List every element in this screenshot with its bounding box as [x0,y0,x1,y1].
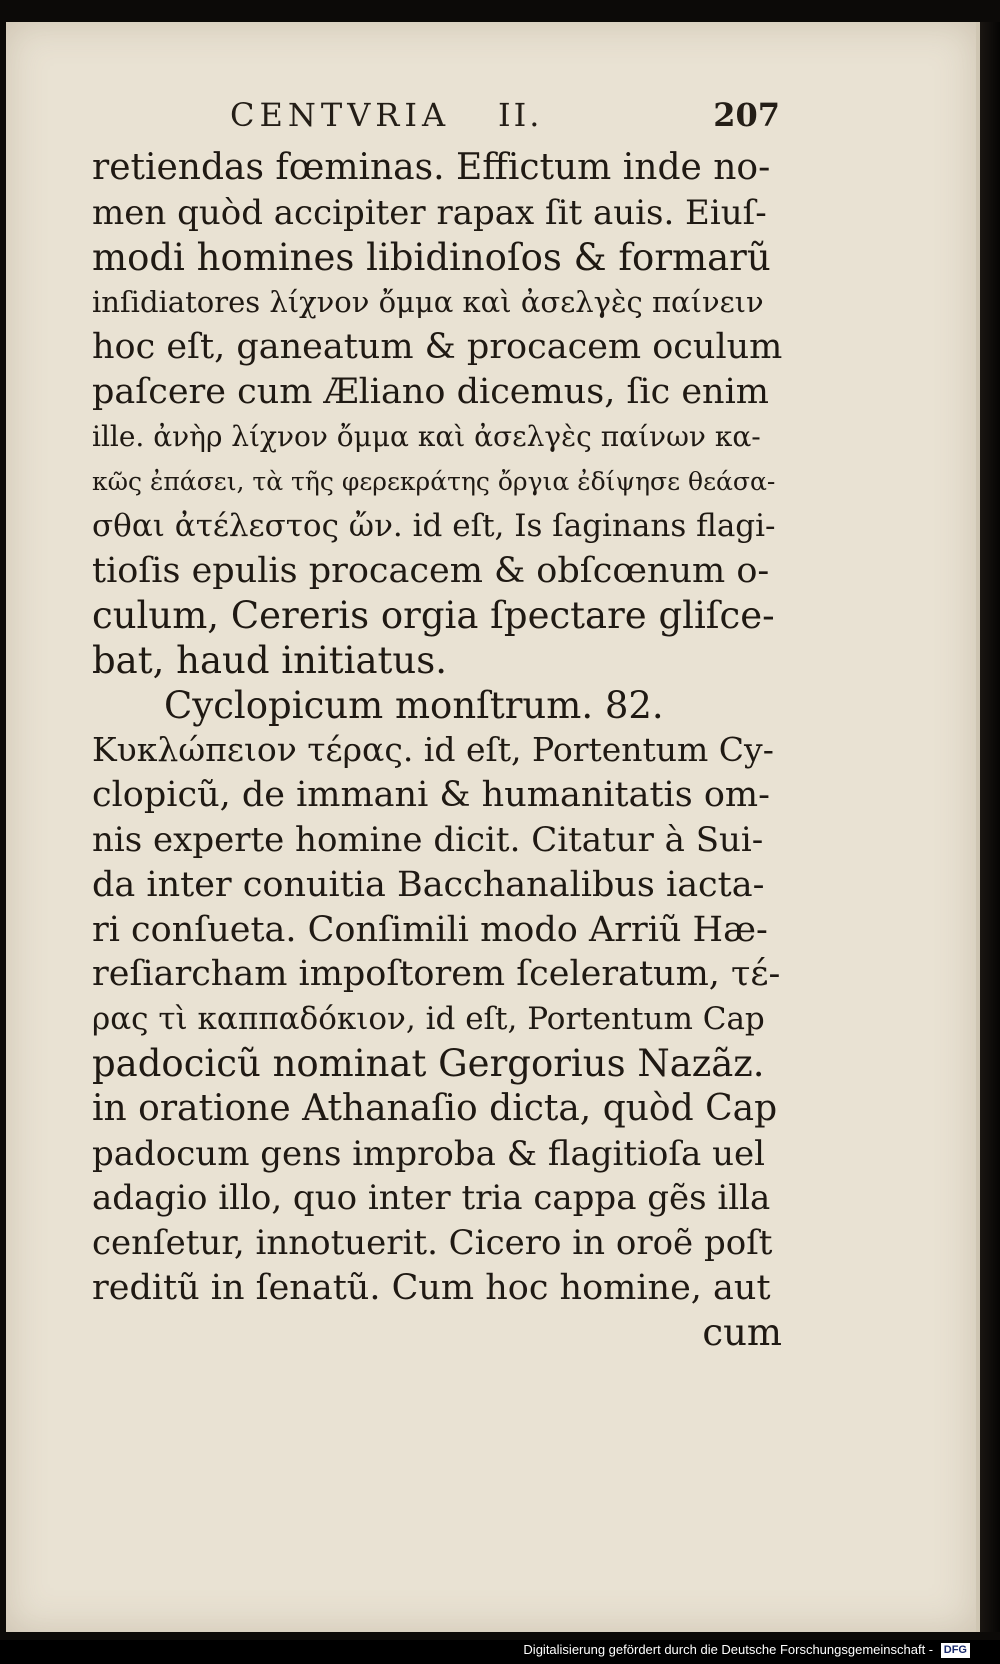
text-line: adagio illo, quo inter tria cappa gẽs illa [92,1178,771,1219]
text-line: padocicũ nominat Gergorius Nazãz. [92,1041,765,1085]
text-line: paſcere cum Æliano dicemus, ſic enim [92,371,769,412]
text-line: modi homines libidinoſos & formarũ [92,235,771,279]
text-line: inſidiatores λίχνον ὄμμα καὶ ἀσελγὲς παίνειν [92,285,764,320]
text-line: reſiarcham impoſtorem ſceleratum, τέ- [92,954,781,995]
text-line: Κυκλώπειον τέρας. id eſt, Portentum Cy- [92,730,774,770]
footer-bar [0,1640,1000,1664]
section-heading: Cyclopicum monſtrum. 82. [164,683,664,727]
text-line: bat, haud initiatus. [92,638,448,682]
catchword: cum [702,1310,782,1354]
text-line: nis experte homine dicit. Citatur à Sui- [92,819,764,860]
running-head [90,96,780,142]
text-line: reditũ in ſenatũ. Cum hoc homine, aut [92,1267,771,1308]
text-line: ρας τὶ καππαδόκιον, id eſt, Portentum Cap [92,1001,765,1038]
text-line: men quòd accipiter rapax ſit auis. Eiuſ- [92,192,767,233]
text-line: da inter conuitia Bacchanalibus iacta- [92,864,765,905]
funding-notice-text: Digitalisierung gefördert durch die Deutsche Forschungsgemeinschaft - [523,1642,934,1657]
funding-notice [523,1642,970,1658]
running-head-chapter: II. [498,96,543,134]
text-line: padocum gens improba & flagitioſa uel [92,1133,765,1174]
page-edge-shadow [980,22,1000,1632]
text-line: cenſetur, innotuerit. Cicero in oroẽ poſt [92,1223,773,1264]
dfg-logo: DFG [941,1643,970,1658]
text-block [92,146,782,1356]
folio-number: 207 [713,96,780,134]
text-line: ri conſueta. Conſimili modo Arriũ Hæ- [92,909,768,950]
text-line: in oratione Athanaſio dicta, quòd Cap [92,1087,778,1129]
text-line: culum, Cereris orgia ſpectare gliſce- [92,593,775,637]
text-line: clopicũ, de immani & humanitatis om- [92,775,770,816]
running-head-title: CENTVRIA [230,96,451,134]
text-line: σθαι ἀτέλεστος ὤν. id eſt, Is ſaginans flagi- [92,508,776,545]
text-line: κῶς ἐπάσει, τὰ τῆς φερεκράτης ὄργια ἐδίψησε θεάσα- [92,466,776,496]
text-line: retiendas fœminas. Effictum inde no- [92,147,771,188]
text-line: ille. ἀνὴρ λίχνον ὄμμα καὶ ἀσελγὲς παίνων κα- [92,419,761,453]
text-line: tioſis epulis procacem & obſcœnum o- [92,551,770,592]
text-line: hoc eſt, ganeatum & procacem oculum [92,327,783,368]
